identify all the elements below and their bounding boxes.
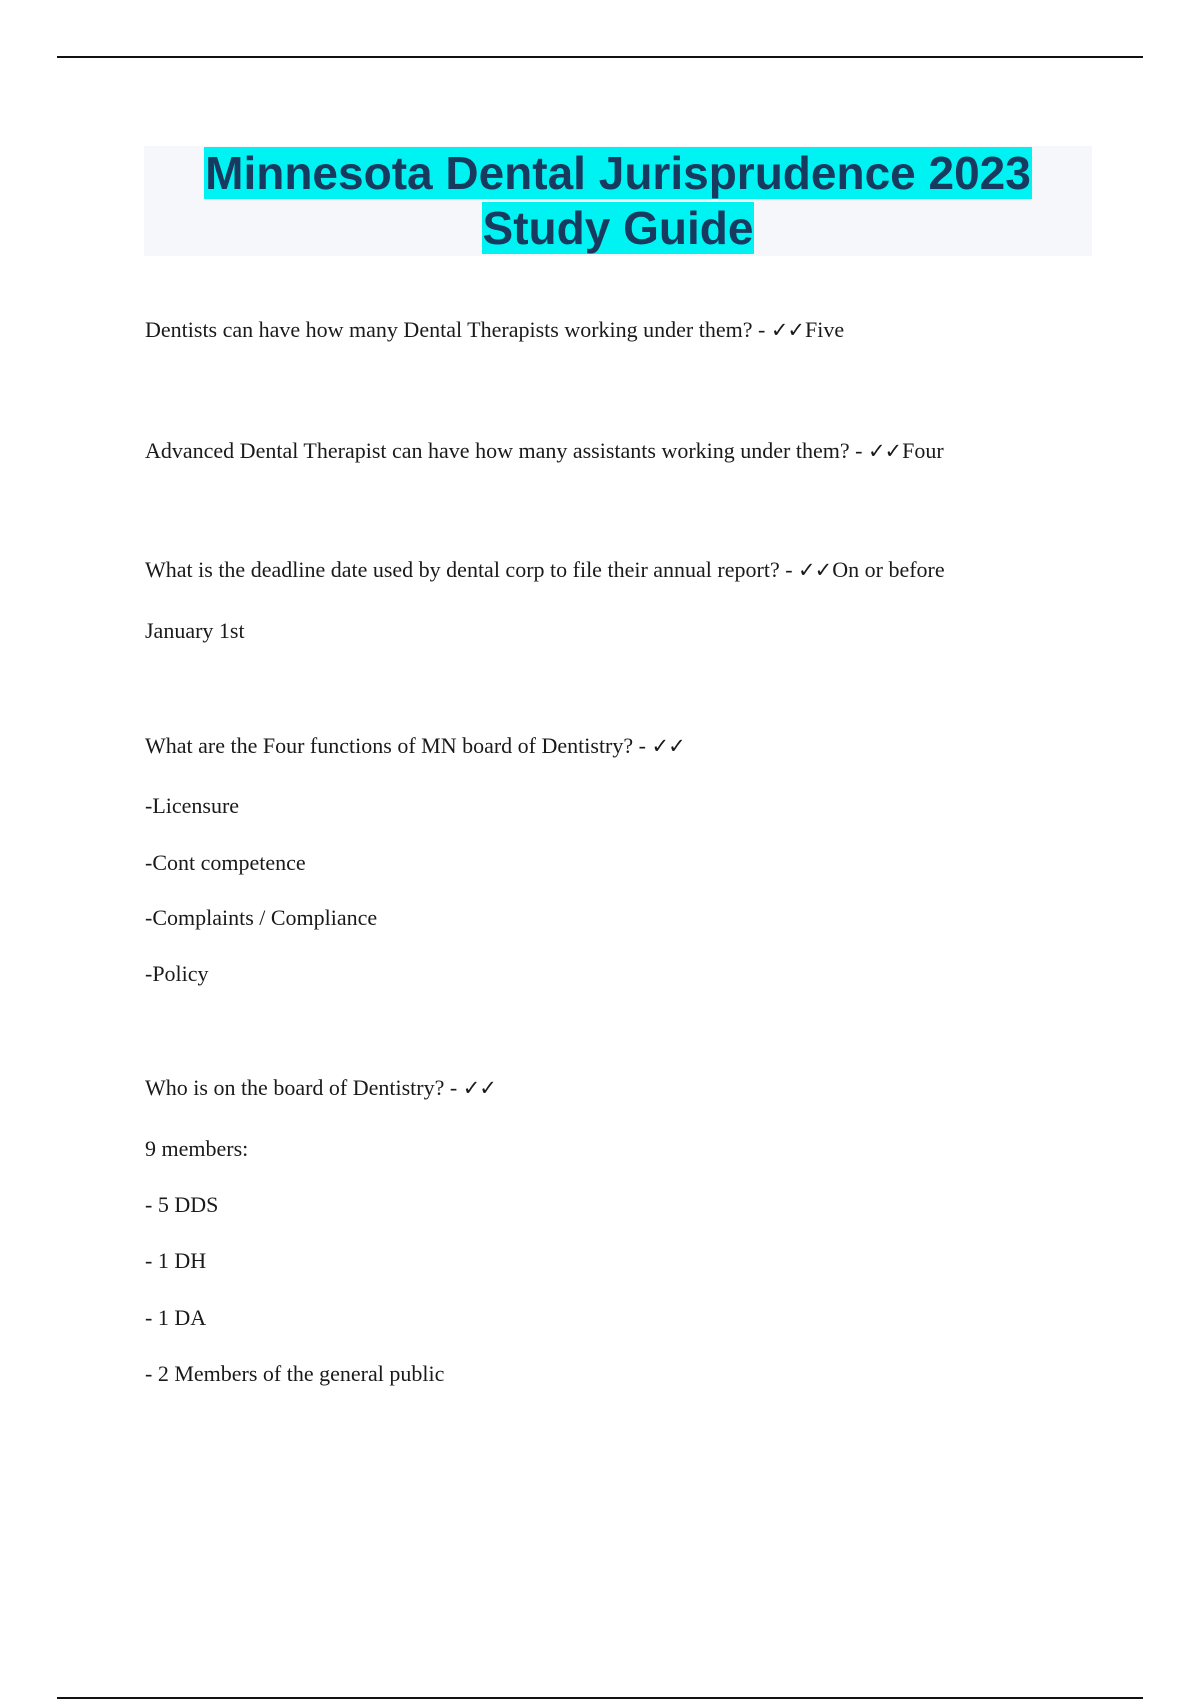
question-text: Dentists can have how many Dental Therapists working under them? - bbox=[145, 317, 771, 342]
answer-line: 9 members: bbox=[145, 1136, 249, 1161]
question-4 bbox=[145, 733, 686, 759]
question-5 bbox=[145, 1075, 497, 1101]
answer-line: - 1 DA bbox=[145, 1305, 207, 1330]
answer-line: - 2 Members of the general public bbox=[145, 1361, 445, 1386]
answer-line: - 5 DDS bbox=[145, 1192, 219, 1217]
check-icon: ✓✓ bbox=[462, 1076, 496, 1100]
answer-continued: January 1st bbox=[145, 618, 245, 643]
top-rule bbox=[57, 56, 1143, 58]
question-1 bbox=[145, 317, 844, 343]
check-icon: ✓✓ bbox=[651, 734, 685, 758]
question-text: What are the Four functions of MN board of Dentistry? - bbox=[145, 733, 652, 758]
answer-line: -Policy bbox=[145, 961, 209, 986]
question-text: Who is on the board of Dentistry? - bbox=[145, 1075, 463, 1100]
document-title bbox=[144, 146, 1092, 256]
bottom-rule bbox=[57, 1697, 1143, 1699]
answer-text: On or before bbox=[832, 557, 945, 582]
question-3 bbox=[145, 557, 945, 583]
answer-line: -Complaints / Compliance bbox=[145, 905, 378, 930]
check-icon: ✓✓ bbox=[798, 558, 832, 582]
answer-line: - 1 DH bbox=[145, 1248, 207, 1273]
answer-text: Four bbox=[902, 438, 944, 463]
question-text: What is the deadline date used by dental corp to file their annual report? - bbox=[145, 557, 799, 582]
title-line-2: Study Guide bbox=[482, 202, 754, 254]
answer-text: Five bbox=[805, 317, 845, 342]
check-icon: ✓✓ bbox=[867, 439, 902, 463]
answer-line: -Licensure bbox=[145, 793, 240, 818]
question-2 bbox=[145, 438, 944, 464]
answer-line: -Cont competence bbox=[145, 850, 306, 875]
title-line-1: Minnesota Dental Jurisprudence 2023 bbox=[205, 147, 1031, 199]
check-icon: ✓✓ bbox=[770, 318, 805, 342]
question-text: Advanced Dental Therapist can have how many assistants working under them? - bbox=[145, 438, 868, 463]
